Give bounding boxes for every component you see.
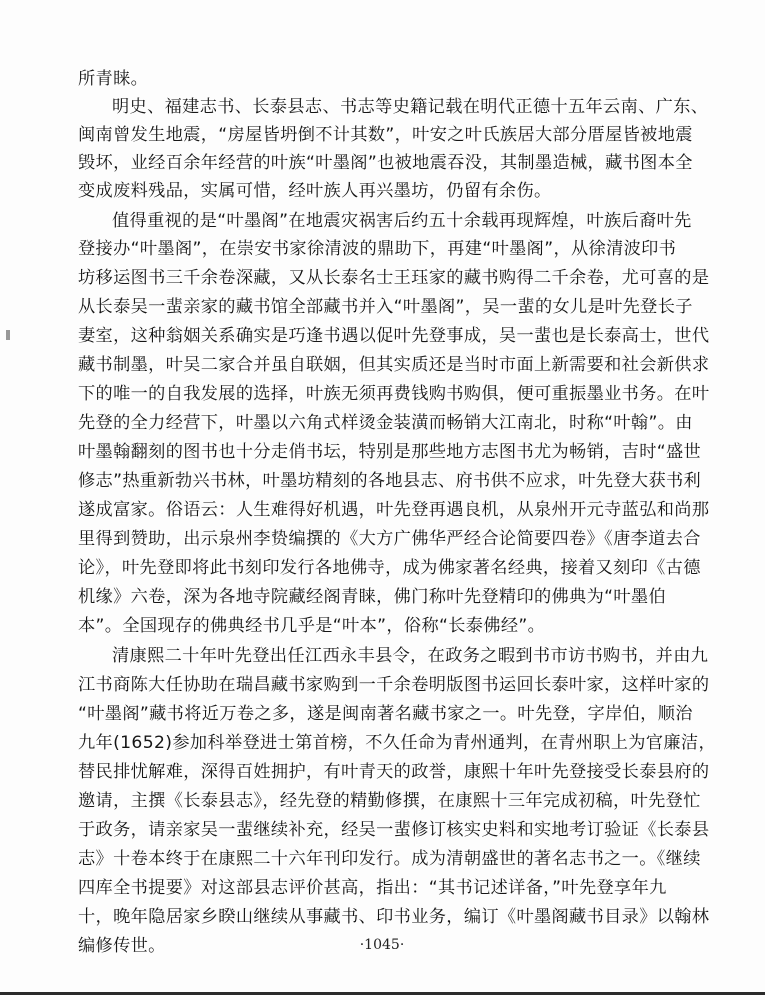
text-line: 邀请，主撰《长泰县志》，经先登的精勤修撰，在康熙十三年完成初稿，叶先登忙 bbox=[78, 791, 701, 811]
text-line: 九年(1652)参加科举登进士第首榜，不久任命为青州通判，在青州职上为官廉洁， bbox=[78, 733, 716, 753]
text-line: 叶墨翰翻刻的图书也十分走俏书坛，特别是那些地方志图书尤为畅销，吉时“盛世 bbox=[78, 442, 702, 462]
text-line: 妻室，这种翁姻关系确实是巧逢书遇以促叶先登事成，吴一蜚也是长泰高士，世代 bbox=[78, 326, 710, 346]
text-line: 变成废料残品，实属可惜，经叶族人再兴墨坊，仍留有余伤。 bbox=[78, 181, 552, 201]
text-line: 明史、福建志书、长泰县志、书志等史籍记载在明代正德十五年云南、广东、 bbox=[112, 97, 709, 117]
text-line: 机缘》六卷，深为各地寺院藏经阁青睐，佛门称叶先登精印的佛典为“叶墨伯 bbox=[78, 587, 666, 607]
text-line: “叶墨阁”藏书将近万卷之多，遂是闽南著名藏书家之一。叶先登，字岸伯，顺治 bbox=[78, 704, 693, 724]
text-line: 坊移运图书三千余卷深藏，又从长泰名士王珏家的藏书购得二千余卷，尤可喜的是 bbox=[78, 268, 710, 288]
text-line: 下的唯一的自我发展的选择，叶族无须再费钱购书购俱，便可重振墨业书务。在叶 bbox=[78, 384, 710, 404]
text-line: 四库全书提要》对这部县志评价甚高，指出：“其书记述详备，”叶先登享年九 bbox=[78, 878, 667, 898]
text-line: 值得重视的是“叶墨阁”在地震灾祸害后约五十余载再现辉煌，叶族后裔叶先 bbox=[112, 211, 692, 231]
scan-mark bbox=[6, 330, 10, 340]
text-line: 十，晚年隐居家乡睽山继续从事藏书、印书业务，编订《叶墨阁藏书目录》以翰林 bbox=[78, 907, 710, 927]
text-line: 于政务，请亲家吴一蜚继续补充，经吴一蜚修订核实史料和实地考订验证《长泰县 bbox=[78, 820, 710, 840]
page-number: ·1045· bbox=[359, 937, 405, 953]
text-line: 所青睐。 bbox=[78, 69, 149, 89]
text-line: 本”。全国现存的佛典经书几乎是“叶本”，俗称“长泰佛经”。 bbox=[78, 616, 546, 636]
text-line: 遂成富家。俗语云：人生难得好机遇，叶先登再遇良机，从泉州开元寺蓝弘和尚那 bbox=[78, 500, 710, 520]
text-line: 志》十卷本终于在康熙二十六年刊印发行。成为清朝盛世的著名志书之一。《继续 bbox=[78, 849, 701, 869]
text-line: 清康熙二十年叶先登出任江西永丰县令，在政务之暇到书市访书购书，并由九 bbox=[112, 646, 709, 666]
text-line: 里得到赞助，出示泉州李贽编撰的《大方广佛华严经合论简要四卷》《唐李道去合 bbox=[78, 529, 701, 549]
text-line: 毁坏，业经百余年经营的叶族“叶墨阁”也被地震吞没，其制墨造械，藏书图本全 bbox=[78, 153, 693, 173]
text-line: 编修传世。 bbox=[78, 936, 166, 956]
text-line: 登接办“叶墨阁”，在崇安书家徐清波的鼎助下，再建“叶墨阁”，从徐清波印书 bbox=[78, 239, 677, 259]
text-line: 江书商陈大任协助在瑞昌藏书家购到一千余卷明版图书运回长泰叶家，这样叶家的 bbox=[78, 675, 710, 695]
text-line: 替民排忧解难，深得百姓拥护，有叶青天的政誉，康熙十年叶先登接受长泰县府的 bbox=[78, 762, 710, 782]
bottom-edge-rule bbox=[0, 992, 765, 995]
text-line: 藏书制墨，叶吴二家合并虽自联姻，但其实质还是当时市面上新需要和社会新供求 bbox=[78, 355, 710, 375]
text-line: 闽南曾发生地震，“房屋皆坍倒不计其数”，叶安之叶氏族居大部分厝屋皆被地震 bbox=[78, 125, 693, 145]
text-line: 先登的全力经营下，叶墨以六角式样烫金装潢而畅销大江南北，时称“叶翰”。由 bbox=[78, 413, 693, 433]
text-line: 修志”热重新勃兴书林，叶墨坊精刻的各地县志、府书供不应求，叶先登大获书利 bbox=[78, 471, 702, 491]
text-line: 论》，叶先登即将此书刻印发行各地佛寺，成为佛家著名经典，接着又刻印《古德 bbox=[78, 558, 701, 578]
text-line: 从长泰吴一蜚亲家的藏书馆全部藏书并入“叶墨阁”，吴一蜚的女儿是叶先登长子 bbox=[78, 297, 693, 317]
